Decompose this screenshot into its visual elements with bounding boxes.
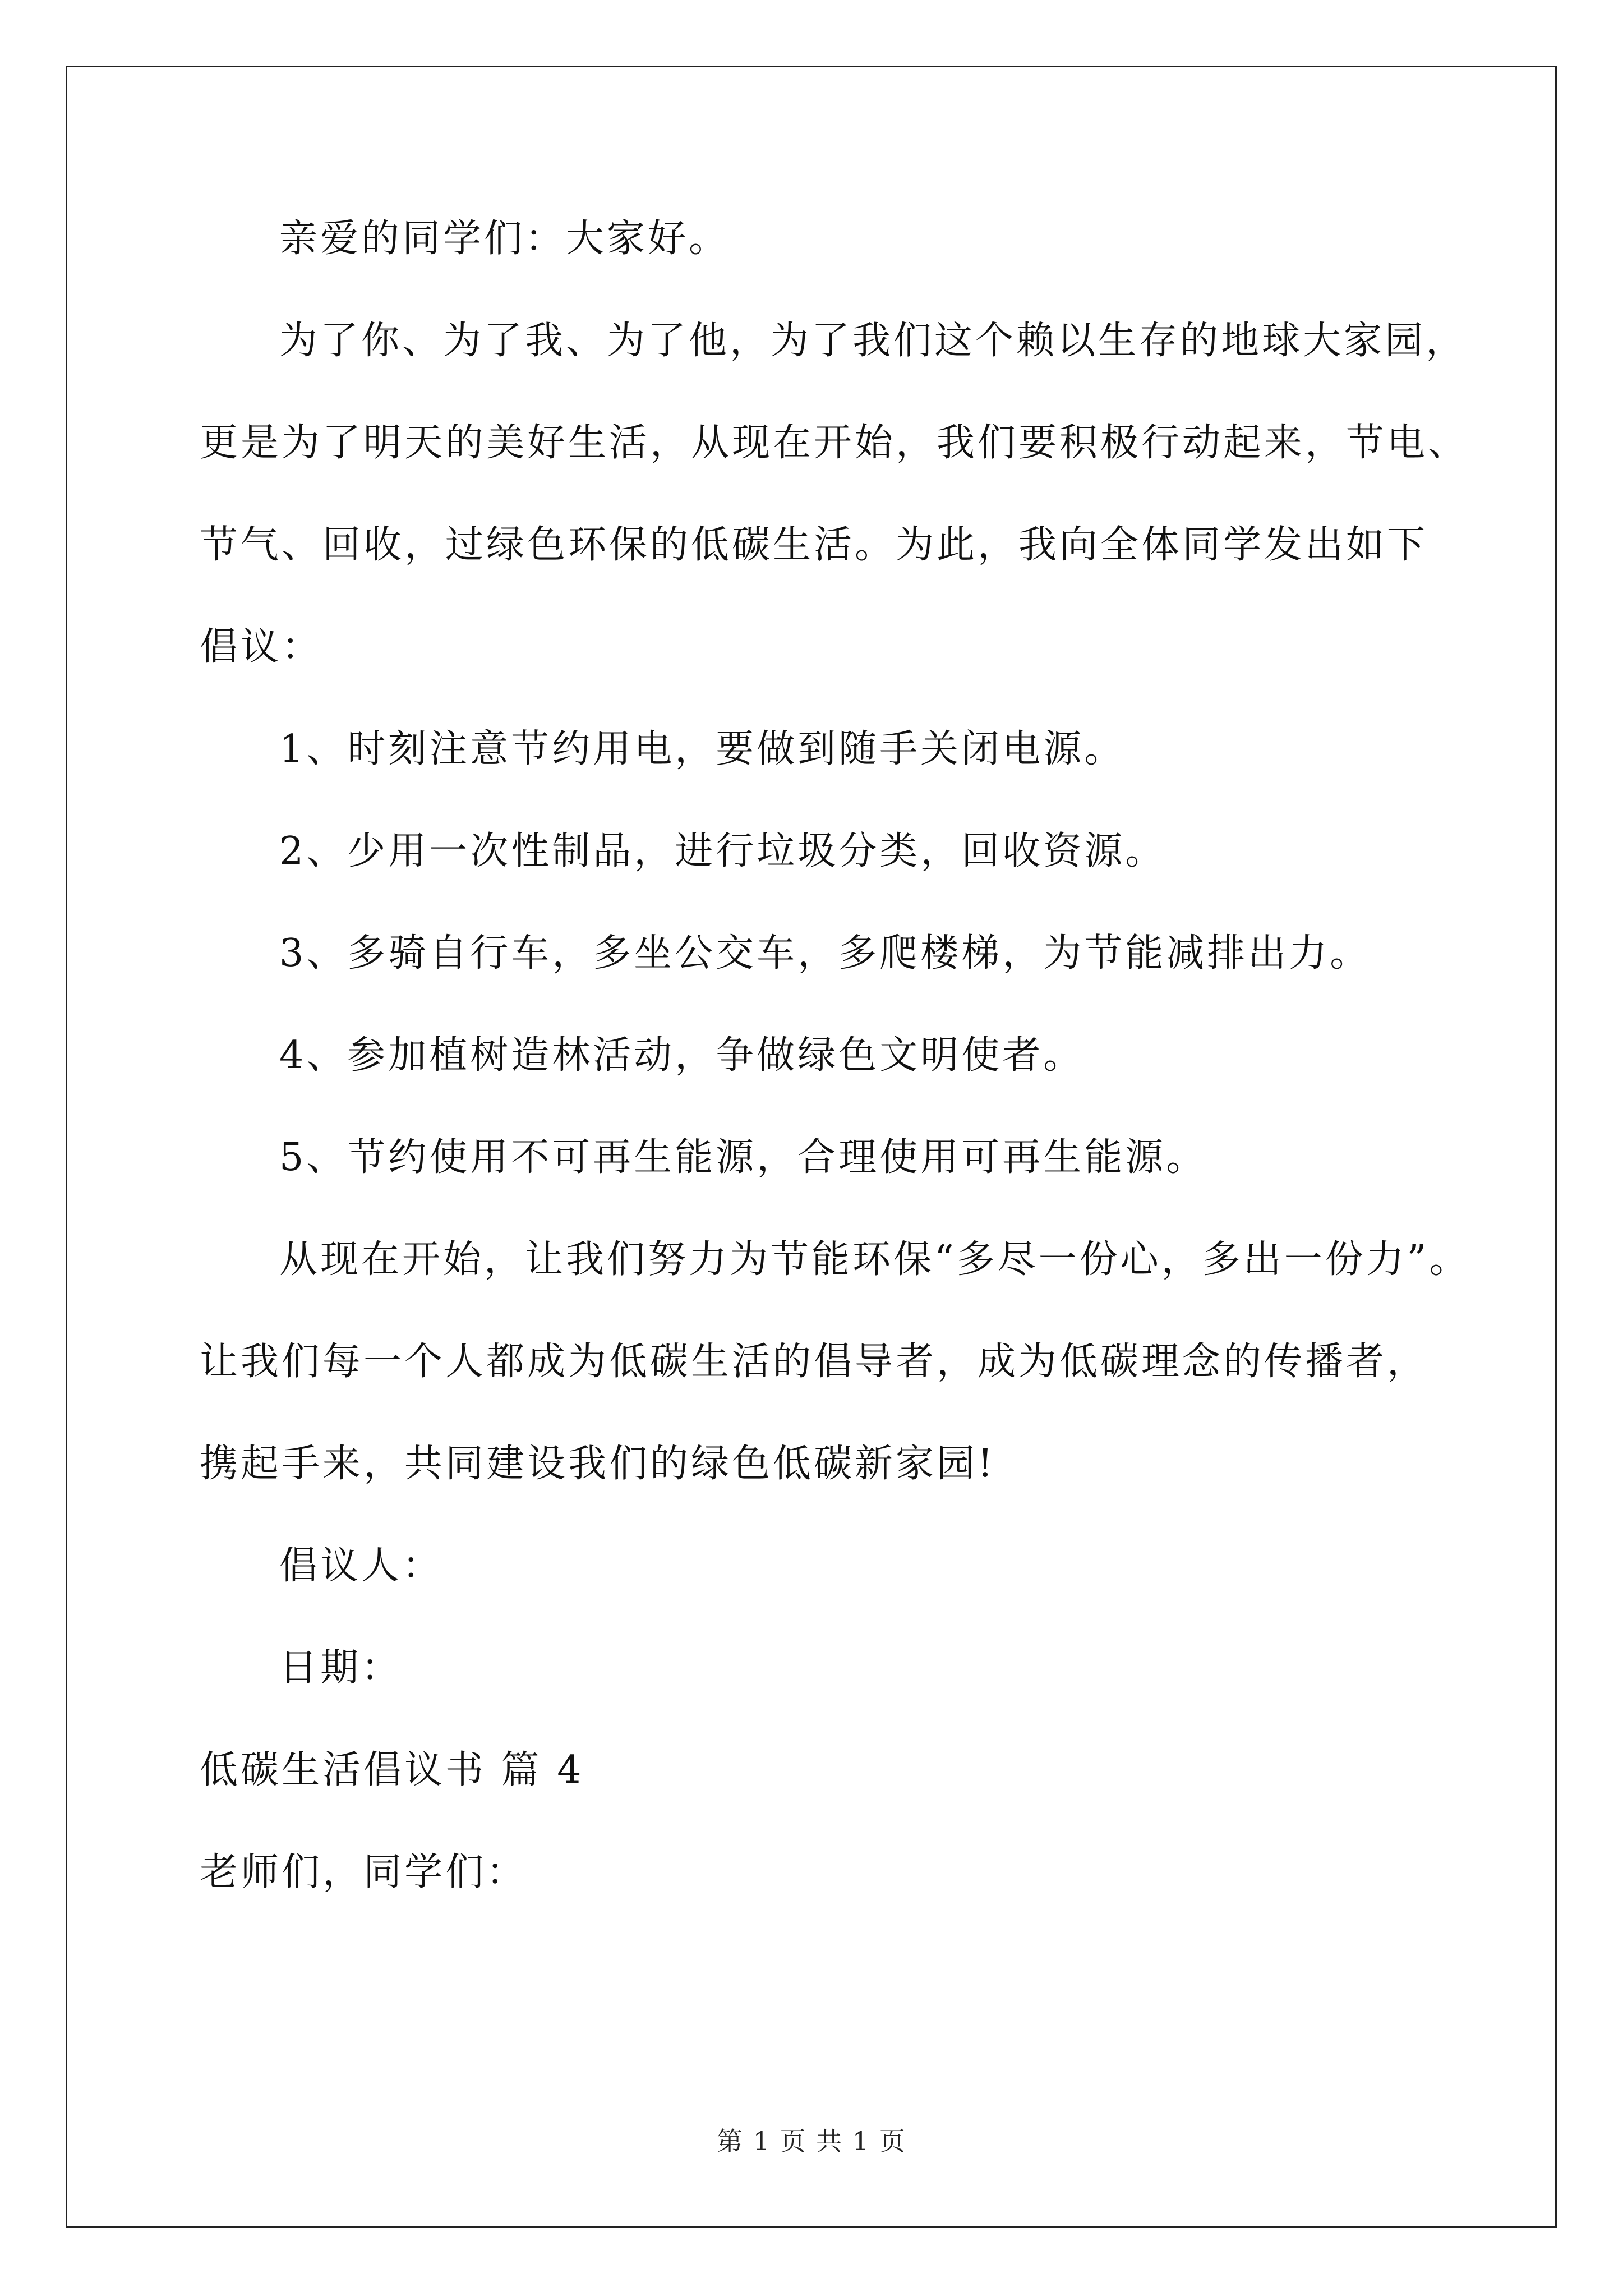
closing-paragraph [200,1234,1490,1490]
intro-line: 更是为了明天的美好生活，从现在开始，我们要积极行动起来，节电、 [200,421,1469,465]
proposal-item-5: 5、节约使用不可再生能源，合理使用可再生能源。 [279,1135,1207,1180]
closing-line: 携起手来，共同建设我们的绿色低碳新家园! [200,1442,996,1486]
signer-label: 倡议人： [279,1544,444,1588]
document-body [200,213,1490,1949]
intro-line: 为了你、为了我、为了他，为了我们这个赖以生存的地球大家园， [279,319,1467,363]
proposal-item-4: 4、参加植树造林活动，争做绿色文明使者。 [279,1033,1085,1078]
date-label: 日期： [279,1646,403,1690]
page-footer: 第 1 页 共 1 页 [717,2126,906,2156]
closing-line: 从现在开始，让我们努力为节能环保“多尽一份心，多出一份力”。 [279,1237,1470,1282]
greeting: 亲爱的同学们：大家好。 [279,217,730,261]
intro-line: 节气、回收，过绿色环保的低碳生活。为此，我向全体同学发出如下 [200,523,1428,567]
section-heading: 低碳生活倡议书 篇 4 [200,1748,584,1792]
next-salutation: 老师们，同学们： [200,1850,528,1894]
proposal-item-2: 2、少用一次性制品，进行垃圾分类，回收资源。 [279,829,1166,873]
proposal-item-1: 1、时刻注意节约用电，要做到随手关闭电源。 [279,727,1126,771]
intro-paragraph [200,315,1490,673]
proposal-item-3: 3、多骑自行车，多坐公交车，多爬楼梯，为节能减排出力。 [279,931,1371,976]
closing-line: 让我们每一个人都成为低碳生活的倡导者，成为低碳理念的传播者， [200,1340,1428,1384]
intro-line: 倡议： [200,625,323,669]
